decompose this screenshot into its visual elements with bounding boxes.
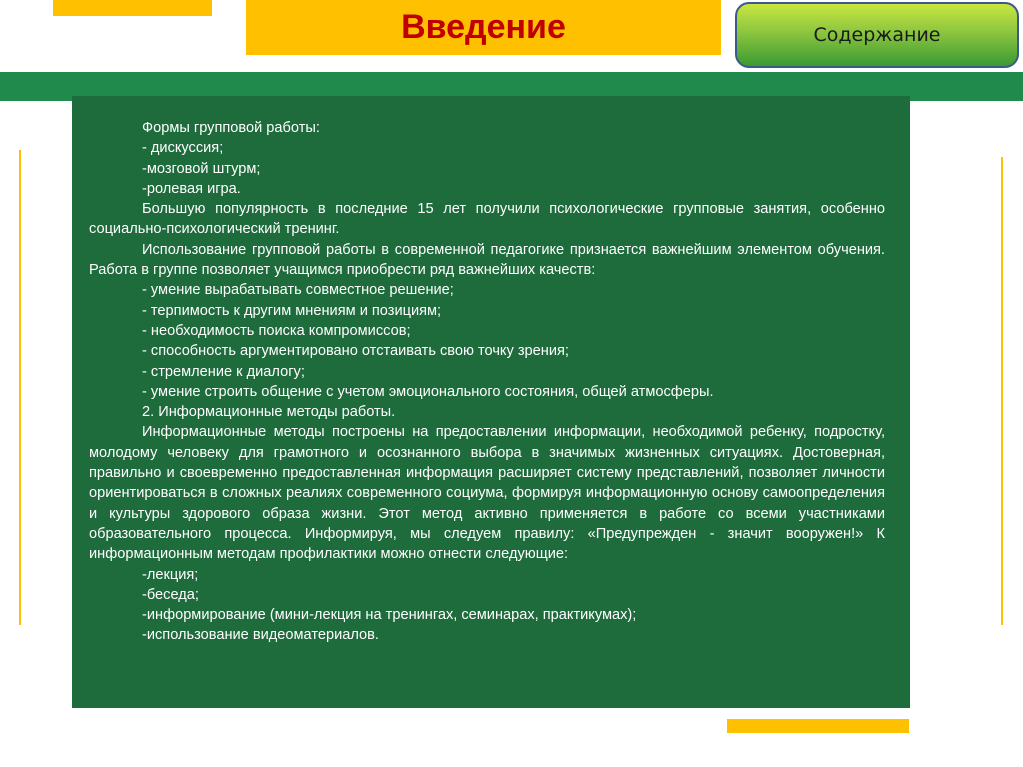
content-paragraph: -беседа; <box>142 586 199 603</box>
content-paragraph: - стремление к диалогу; <box>142 363 305 380</box>
content-paragraph: Большую популярность в последние 15 лет получили психологические групповые занятия, особенно социально-психологический тренинг. <box>89 201 885 238</box>
content-paragraph: -лекция; <box>142 566 199 583</box>
content-panel <box>72 96 910 708</box>
content-paragraph: - умение вырабатывать совместное решение; <box>142 282 454 299</box>
contents-button-label: Содержание <box>813 24 941 46</box>
title-banner <box>246 0 721 55</box>
left-accent-line <box>19 150 21 625</box>
content-paragraph: - умение строить общение с учетом эмоционального состояния, общей атмосферы. <box>142 383 714 400</box>
content-paragraph: -информирование (мини-лекция на тренингах, семинарах, практикумах); <box>142 607 637 624</box>
content-paragraph: -использование видеоматериалов. <box>142 627 379 644</box>
content-paragraph: Использование групповой работы в современной педагогике признается важнейшим элементом обучения. Работа в группе позволяет учащимся приобрести ряд важнейших качеств: <box>89 241 885 279</box>
content-paragraph: - дискуссия; <box>142 140 224 157</box>
contents-button[interactable] <box>735 2 1019 68</box>
slide-title: Введение <box>401 8 566 46</box>
content-paragraph: -ролевая игра. <box>142 180 241 197</box>
right-accent-line <box>1001 157 1003 625</box>
content-paragraph: Информационные методы построены на предоставлении информации, необходимой ребенку, подростку, молодому человеку для грамотного и осознанного выбора в значимых жизненных ситуациях. Достоверная, правильно и своевременно предоставленная информация расширяет систему представлений, позволяет личности ориентироваться в сложных реалиях современного социума, формируя информационную основу самоопределения и культуры здорового образа жизни. Этот метод активно применяется в работе со всеми участниками образовательного процесса. Информируя, мы следуем правилу: «Предупрежден - значит вооружен!» К информационным методам профилактики можно отнести следующие: <box>89 424 885 563</box>
content-paragraph: - способность аргументировано отстаивать свою точку зрения; <box>142 343 569 360</box>
content-paragraph: -мозговой штурм; <box>142 160 261 177</box>
content-paragraph: - необходимость поиска компромиссов; <box>142 322 411 339</box>
content-paragraph: 2. Информационные методы работы. <box>142 404 396 421</box>
content-paragraph: - терпимость к другим мнениям и позициям; <box>142 302 442 319</box>
top-accent-bar-left <box>53 0 212 16</box>
bottom-accent-bar <box>727 719 909 733</box>
content-paragraph: Формы групповой работы: <box>142 120 320 136</box>
